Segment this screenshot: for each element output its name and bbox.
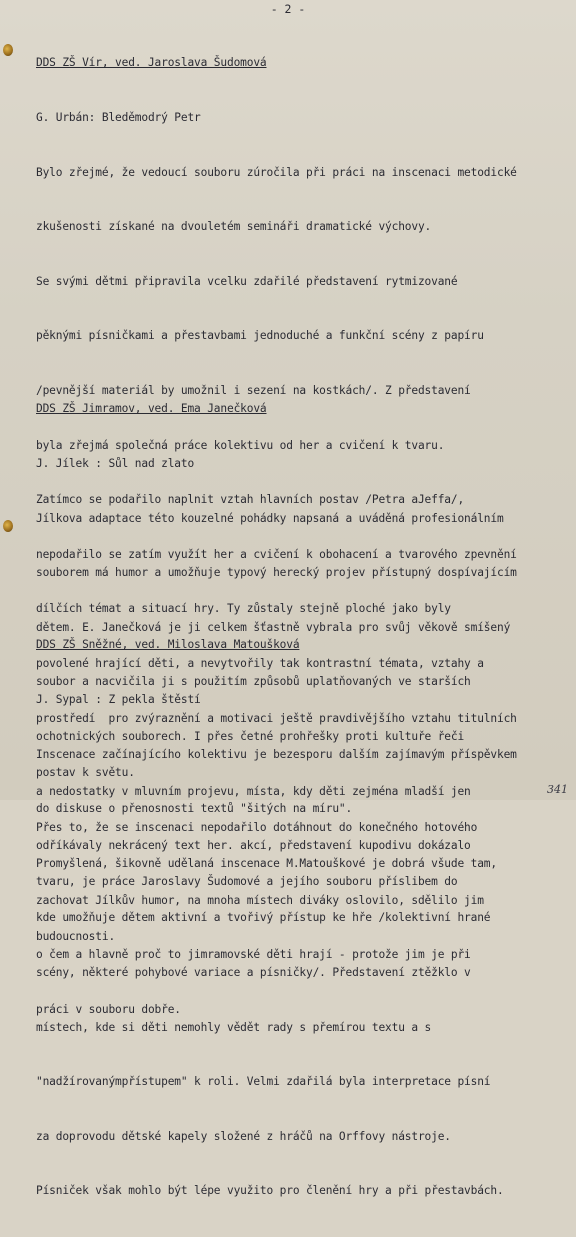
paragraph-line: zkušenosti získané na dvouletém semináři dramatické výchovy. — [36, 220, 432, 234]
paragraph-line: Se svými dětmi připravila vcelku zdařilé představení rytmizované — [36, 274, 458, 288]
paragraph-line: Inscenace začínajícího kolektivu je bezesporu dalším zajímavým příspěvkem — [36, 747, 517, 761]
section-heading: DDS ZŠ Vír, ved. Jaroslava Šudomová — [36, 56, 267, 70]
paragraph-line: dětem. E. Janečková je ji celkem šťastně vybrala pro svůj věkově smíšený — [36, 620, 511, 634]
paragraph-line: postav k světu. — [36, 766, 135, 780]
paragraph-line: scény, některé pohybové variace a písničky/. Představení ztěžklo v — [36, 965, 471, 979]
section-heading: DDS ZŠ Sněžné, ved. Miloslava Matoušková — [36, 638, 300, 652]
paragraph-line: /pevnější materiál by umožnil i sezení na kostkách/. Z představení — [36, 383, 471, 397]
paragraph-line: Zatímco se podařilo naplnit vztah hlavních postav /Petra aJeffa/, — [36, 493, 465, 507]
paragraph-line: Přes to, že se inscenaci nepodařilo dotáhnout do konečného hotového — [36, 820, 478, 834]
paragraph-line: kde umožňuje dětem aktivní a tvořivý přístup ke hře /kolektivní hrané — [36, 911, 491, 925]
page-number: - 2 - — [270, 2, 306, 16]
section-snezne — [36, 600, 517, 1237]
paragraph-line: místech, kde si děti nemohly vědět rady s přemírou textu a s — [36, 1020, 432, 1034]
paragraph-line: odříkávaly nekrácený text her. akcí, představení kupodivu dokázalo — [36, 839, 471, 853]
paragraph-line: "nadžírovanýmpřístupem" k roli. Velmi zdařilá byla interpretace písní — [36, 1075, 491, 1089]
paragraph-line: práci v souboru dobře. — [36, 1002, 181, 1016]
paragraph-line: budoucnosti. — [36, 929, 116, 943]
section-heading: DDS ZŠ Jimramov, ved. Ema Janečková — [36, 402, 267, 416]
paragraph-line: prostředí pro zvýraznění a motivaci ještě pravdivějšího vztahu titulních — [36, 711, 517, 725]
paragraph-line: a nedostatky v mluvním projevu, místa, kdy děti zejména mladší jen — [36, 784, 471, 798]
paragraph-line: byla zřejmá společná práce kolektivu od her a cvičení k tvaru. — [36, 438, 445, 452]
paragraph-line: soubor a nacvičila ji s použitím způsobů uplatňovaných ve starších — [36, 675, 471, 689]
paragraph-line: povolené hrající děti, a nevytvořily tak kontrastní témata, vztahy a — [36, 656, 484, 670]
work-title: J. Sypal : Z pekla štěstí — [36, 693, 201, 706]
paragraph-line: o čem a hlavně proč to jimramovské děti hrají - protože jim je při — [36, 948, 471, 962]
work-title: J. Jílek : Sůl nad zlato — [36, 457, 195, 470]
paragraph-line: tvaru, je práce Jaroslavy Šudomové a jejího souboru příslibem do — [36, 875, 458, 889]
paragraph-line: Bylo zřejmé, že vedoucí souboru zúročila při práci na inscenaci metodické — [36, 165, 517, 179]
paragraph-line: Jílkova adaptace této kouzelné pohádky napsaná a uváděná profesionálním — [36, 511, 504, 525]
handwritten-page-note: 341 — [547, 783, 568, 796]
paragraph-line: Promyšlená, šikovně udělaná inscenace M.Matouškové je dobrá všude tam, — [36, 856, 497, 870]
paragraph-line: nepodařilo se zatím využít her a cvičení k obohacení a tvarového zpevnění — [36, 547, 517, 561]
work-title: G. Urbán: Bleděmodrý Petr — [36, 111, 201, 124]
paragraph-line: zachovat Jílkův humor, na mnoha místech diváky oslovilo, sdělilo jim — [36, 893, 484, 907]
paragraph-line: ochotnických souborech. I přes četné prohřešky proti kultuře řeči — [36, 729, 465, 743]
paragraph-line: dílčích témat a situací hry. Ty zůstaly stejně ploché jako byly — [36, 602, 451, 616]
paragraph-line: Písniček však mohlo být lépe využito pro členění hry a při přestavbách. — [36, 1184, 504, 1198]
punch-hole — [3, 520, 13, 532]
paragraph-line: pěknými písničkami a přestavbami jednoduché a funkční scény z papíru — [36, 329, 484, 343]
paragraph-line: souborem má humor a umožňuje typový herecký projev přístupný dospívajícím — [36, 566, 517, 580]
paragraph-line: do diskuse o přenosnosti textů "šitých na míru". — [36, 802, 353, 816]
paragraph-line: za doprovodu dětské kapely složené z hráčů na Orffovy nástroje. — [36, 1129, 451, 1143]
punch-hole — [3, 44, 13, 56]
